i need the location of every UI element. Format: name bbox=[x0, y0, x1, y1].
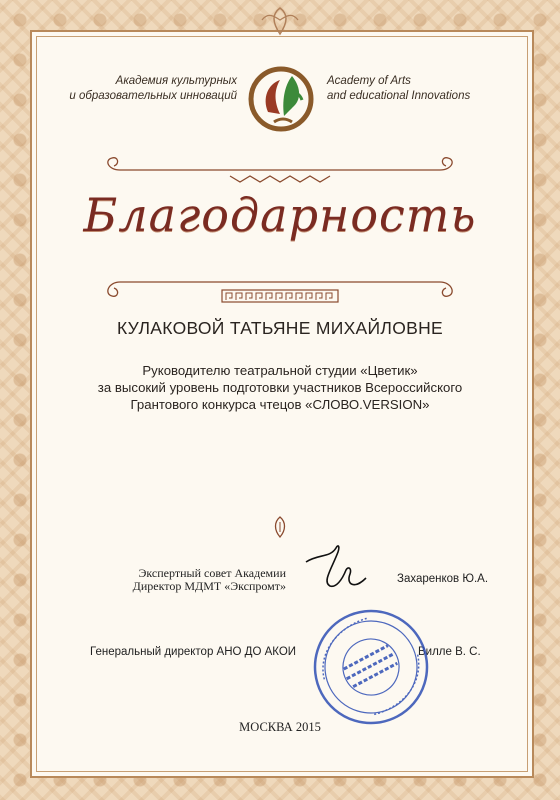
certificate-title: Благодарность bbox=[83, 188, 477, 242]
place-and-year: МОСКВА 2015 bbox=[239, 720, 321, 734]
expert-council-signature-block: Экспертный совет Академии Директор МДМТ «Экспромт» bbox=[132, 566, 286, 593]
general-director-label: Генеральный директор АНО ДО АКОИ bbox=[90, 646, 297, 658]
organization-header bbox=[0, 62, 560, 122]
small-ornament-icon bbox=[271, 516, 289, 538]
organization-name-ru: Академия культурных и образовательных инноваций bbox=[69, 75, 237, 102]
official-stamp-icon bbox=[310, 606, 432, 728]
organization-name-en: Academy of Arts and educational Innovations bbox=[327, 75, 471, 102]
top-divider-ornament bbox=[100, 156, 460, 184]
certificate-body: Руководителю театральной студии «Цветик» за высокий уровень подготовки участников Всероссийского Грантового конкурса чтецов «СЛОВО.VERSION» bbox=[97, 363, 463, 412]
recipient-name: КУЛАКОВОЙ ТАТЬЯНЕ МИХАЙЛОВНЕ bbox=[116, 318, 443, 338]
handwritten-signature-icon bbox=[296, 540, 376, 600]
top-ornament-icon bbox=[258, 6, 302, 36]
bottom-divider-ornament bbox=[100, 270, 460, 310]
expert-council-signer-name: Захаренков Ю.А. bbox=[397, 573, 489, 585]
academy-logo-icon bbox=[244, 62, 318, 136]
general-director-name: Вилле В. С. bbox=[418, 646, 481, 658]
